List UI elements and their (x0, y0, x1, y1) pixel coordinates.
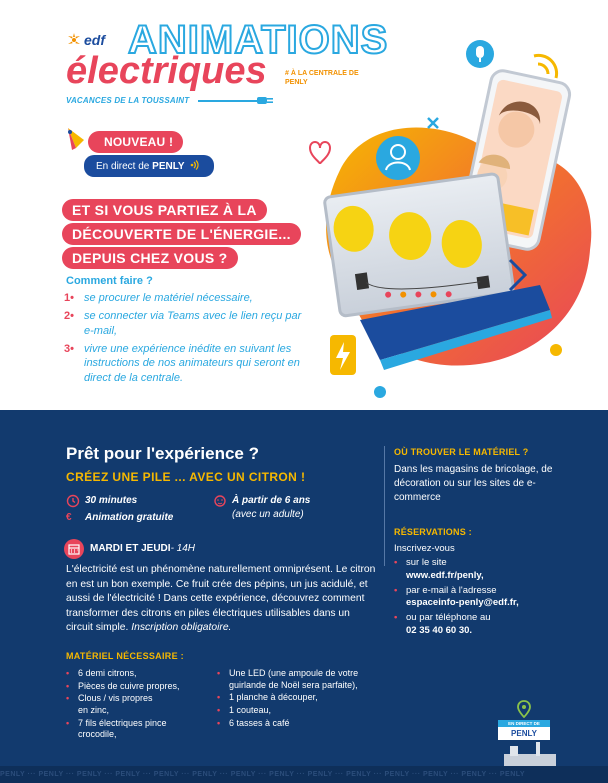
step-text: se connecter via Teams avec le lien reçu par e-mail, (84, 309, 302, 337)
title-electriques: électriques (66, 50, 267, 92)
step-number: 2• (64, 309, 74, 322)
broadcast-icon (190, 160, 200, 170)
step-number: 1• (64, 292, 74, 304)
step-text: se procurer le matériel nécessaire, (84, 292, 253, 304)
badge-direct-place: PENLY (152, 161, 185, 172)
reservation-item (394, 557, 574, 583)
step-number: 3• (64, 342, 74, 355)
list-item: • Clous / vis propres en zinc, (66, 693, 161, 716)
duration-text: 30 minutes (85, 495, 138, 506)
steps-list (64, 291, 314, 389)
badge-nouveau: NOUVEAU ! (88, 131, 183, 153)
headline (62, 199, 301, 271)
list-item: • 7 fils électriques pince crocodile, (66, 718, 171, 741)
schedule-days: MARDI ET JEUDI (90, 543, 171, 555)
step-item (64, 309, 314, 339)
vacances-divider (198, 100, 258, 102)
calendar-icon (64, 539, 84, 559)
schedule-time: - 14H (170, 543, 196, 555)
age-text: À partir de 6 ans (232, 495, 311, 506)
euro-icon: € (66, 512, 72, 523)
reservation-email-link[interactable]: espaceinfo-penly@edf.fr, (406, 597, 519, 609)
location-pin-icon (517, 700, 531, 718)
badge-direct-prefix: En direct de (96, 161, 153, 172)
reservation-website-link[interactable]: www.edf.fr/penly, (406, 569, 484, 581)
child-icon (213, 494, 227, 508)
headline-line3: DEPUIS CHEZ VOUS ? (62, 247, 238, 269)
reservations-title: RÉSERVATIONS : (394, 527, 472, 537)
list-item: • 6 tasses à café (217, 718, 367, 730)
clock-icon (66, 494, 80, 508)
price-text: Animation gratuite (85, 512, 174, 523)
tag-centrale: # À LA CENTRALE DE PENLY (285, 70, 359, 87)
age-subtext: (avec un adulte) (232, 508, 304, 520)
user-icon (376, 136, 420, 180)
experience-paragraph (66, 563, 376, 636)
microphone-icon (466, 40, 494, 68)
step-text: vivre une expérience inédite en suivant les instructions de nos animateurs qui seront en direct de la centrale. (84, 342, 300, 385)
reservation-label: par e-mail à l'adresse (406, 584, 497, 596)
edf-logo-text: edf (84, 32, 105, 48)
headline-line2: DÉCOUVERTE DE L'ÉNERGIE... (62, 223, 301, 245)
step-item (64, 291, 314, 306)
headline-line1: ET SI VOUS PARTIEZ À LA (62, 199, 267, 221)
edf-logo-icon (66, 33, 82, 47)
comment-faire-title: Comment faire ? (66, 275, 153, 287)
reservation-item (394, 585, 574, 611)
paragraph-text: L'électricité est un phénomène naturellement omniprésent. Le citron en est un bon exemple. Ce fruit crée des pépins, un jus acidulé, et aussi de l'électricité ! Dans cette expérience, découvrez comment transformer des citrons en piles électriques utilisables dans un circuit simple. (66, 564, 376, 634)
penly-badge-main: PENLY (498, 727, 550, 740)
title-animations: ANIMATIONS (128, 18, 389, 62)
ou-trouver-text: Dans les magasins de bricolage, de décoration ou sur les sites de e-commerce (394, 464, 553, 503)
hero-illustration (300, 20, 608, 410)
list-item: • Pièces de cuivre propres, (66, 681, 206, 693)
list-item: • 6 demi citrons, (66, 668, 206, 680)
experience-subtitle: CRÉEZ UNE PILE ... AVEC UN CITRON ! (66, 470, 306, 484)
reservation-phone: 02 35 40 60 30. (406, 625, 473, 637)
lightning-icon (330, 335, 356, 375)
edf-logo (66, 32, 105, 48)
ou-trouver-title: OÙ TROUVER LE MATÉRIEL ? (394, 447, 529, 457)
paragraph-emphasis: Inscription obligatoire. (131, 622, 232, 634)
heart-icon (310, 142, 330, 164)
pen-icon (64, 126, 88, 156)
age-info (213, 494, 310, 521)
materiel-list-right (217, 668, 367, 730)
footer-strip: PENLY ··· PENLY ··· PENLY ··· PENLY ··· PENLY ··· PENLY ··· PENLY ··· PENLY ··· PENLY ··· PENLY ··· PENLY ··· PENLY ··· PENLY ··· PENLY (0, 766, 608, 783)
reservation-label: sur le site (406, 557, 447, 568)
plug-icon (256, 92, 276, 108)
list-item: • Une LED (une ampoule de votre guirlande de Noël sera parfaite), (217, 668, 367, 691)
duration-info (66, 494, 137, 508)
vacances-label: VACANCES DE LA TOUSSAINT (66, 96, 190, 105)
schedule-info (64, 539, 195, 559)
reservation-label: ou par téléphone au (406, 612, 491, 624)
column-divider (384, 446, 385, 566)
materiel-list-left (66, 668, 206, 742)
materiel-title: MATÉRIEL NÉCESSAIRE : (66, 651, 184, 661)
reservation-item (394, 612, 574, 638)
list-item: • 1 couteau, (217, 705, 367, 717)
price-info (66, 511, 173, 525)
reservations-intro: Inscrivez-vous (394, 543, 455, 554)
penly-badge (498, 720, 550, 740)
experience-title: Prêt pour l'expérience ? (66, 444, 259, 463)
penly-badge-top: EN DIRECT DE (498, 720, 550, 727)
reservations-list (394, 557, 574, 640)
list-item: • 1 planche à découper, (217, 692, 367, 704)
step-item (64, 342, 314, 387)
badge-direct (84, 155, 214, 177)
